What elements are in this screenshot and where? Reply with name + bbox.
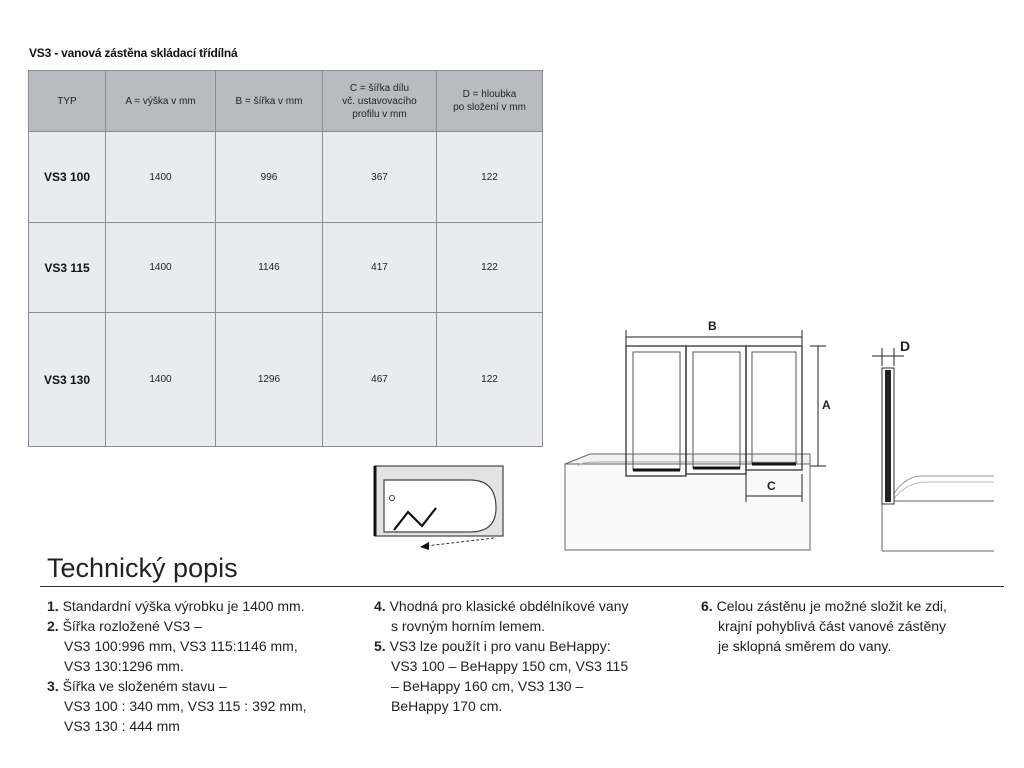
cell-typ: VS3 130: [29, 313, 106, 447]
item-text: – BeHappy 160 cm, VS3 130 –: [391, 678, 584, 694]
item-number: 1.: [47, 598, 59, 614]
item-text: je sklopná směrem do vany.: [718, 638, 892, 654]
item-text: VS3 lze použít i pro vanu BeHappy:: [389, 638, 611, 654]
bath-outline: [384, 480, 496, 532]
cell-c: 467: [323, 313, 437, 447]
header-d: [437, 71, 543, 132]
cell-a: 1400: [106, 223, 216, 313]
screen-panel-1-glass: [633, 352, 680, 470]
label-d: D: [900, 338, 911, 354]
label-a: A: [822, 398, 831, 412]
item-number: 4.: [374, 598, 386, 614]
bath-body: [565, 464, 810, 550]
list-item: [374, 596, 694, 636]
cell-a: 1400: [106, 132, 216, 223]
section-divider: [40, 586, 1004, 587]
description-column-3: [701, 596, 1001, 656]
item-text: VS3 130 : 444 mm: [64, 718, 180, 734]
cell-b: 1146: [216, 223, 323, 313]
table-row: [29, 223, 543, 313]
header-typ: [29, 71, 106, 132]
screen-panel-2-glass: [693, 352, 740, 468]
document-title: VS3 - vanová zástěna skládací třídílná: [29, 46, 238, 60]
section-heading: Technický popis: [47, 553, 238, 583]
item-text: VS3 100 – BeHappy 150 cm, VS3 115: [391, 658, 629, 674]
item-text: VS3 100 : 340 mm, VS3 115 : 392 mm,: [64, 698, 307, 714]
table-header-row: [29, 71, 543, 132]
header-line: A = výška v mm: [125, 95, 196, 107]
cell-d: 122: [437, 313, 543, 447]
perspective-diagram: [560, 316, 840, 556]
item-number: 2.: [47, 618, 59, 634]
list-item: [374, 636, 694, 716]
screen-panel-3: [746, 346, 802, 470]
header-line: vč. ustavovacího: [342, 95, 417, 107]
header-a: [106, 71, 216, 132]
cell-c: 367: [323, 132, 437, 223]
item-text: Standardní výška výrobku je 1400 mm.: [62, 598, 305, 614]
list-item: [47, 616, 367, 676]
item-number: 3.: [47, 678, 59, 694]
item-text: krajní pohyblivá část vanové zástěny: [718, 618, 947, 634]
bath-curve-inner: [892, 482, 994, 501]
header-line: C = šířka dílu: [349, 82, 410, 94]
header-line: TYP: [57, 95, 77, 107]
side-view-diagram: [862, 336, 994, 556]
top-view-diagram: [370, 462, 510, 554]
cell-d: 122: [437, 223, 543, 313]
cell-d: 122: [437, 132, 543, 223]
list-item: [701, 596, 1001, 656]
label-c: C: [767, 479, 776, 493]
folded-screen-core: [885, 370, 891, 502]
header-line: D = hloubka: [462, 89, 517, 100]
item-text: Vhodná pro klasické obdélníkové vany: [389, 598, 629, 614]
item-text: Šířka rozložené VS3 –: [62, 618, 202, 634]
header-line: po složení v mm: [453, 102, 526, 113]
fold-direction-dashed-line: [426, 538, 494, 546]
cell-b: 996: [216, 132, 323, 223]
header-line: profilu v mm: [352, 108, 407, 120]
list-item: [47, 676, 367, 736]
item-text: VS3 100:996 mm, VS3 115:1146 mm,: [64, 638, 298, 654]
item-text: s rovným horním lemem.: [391, 618, 546, 634]
item-number: 5.: [374, 638, 386, 654]
table-row: [29, 313, 543, 447]
item-text: BeHappy 170 cm.: [391, 698, 503, 714]
header-c: [323, 71, 437, 132]
cell-c: 417: [323, 223, 437, 313]
label-b: B: [708, 319, 717, 333]
header-line: B = šířka v mm: [235, 95, 303, 107]
fold-direction-arrow: [420, 542, 429, 550]
cell-b: 1296: [216, 313, 323, 447]
spec-table: [28, 70, 543, 447]
cell-typ: VS3 100: [29, 132, 106, 223]
item-text: VS3 130:1296 mm.: [64, 658, 184, 674]
cell-typ: VS3 115: [29, 223, 106, 313]
table-row: [29, 132, 543, 223]
item-number: 6.: [701, 598, 713, 614]
item-text: Šířka ve složeném stavu –: [62, 678, 227, 694]
bath-curve: [890, 476, 994, 501]
description-column-1: [47, 596, 367, 736]
screen-panel-3-glass: [752, 352, 796, 464]
item-text: Celou zástěnu je možné složit ke zdi,: [716, 598, 947, 614]
drain-symbol: [389, 495, 394, 500]
cell-a: 1400: [106, 313, 216, 447]
header-b: [216, 71, 323, 132]
description-column-2: [374, 596, 694, 716]
list-item: [47, 596, 367, 616]
